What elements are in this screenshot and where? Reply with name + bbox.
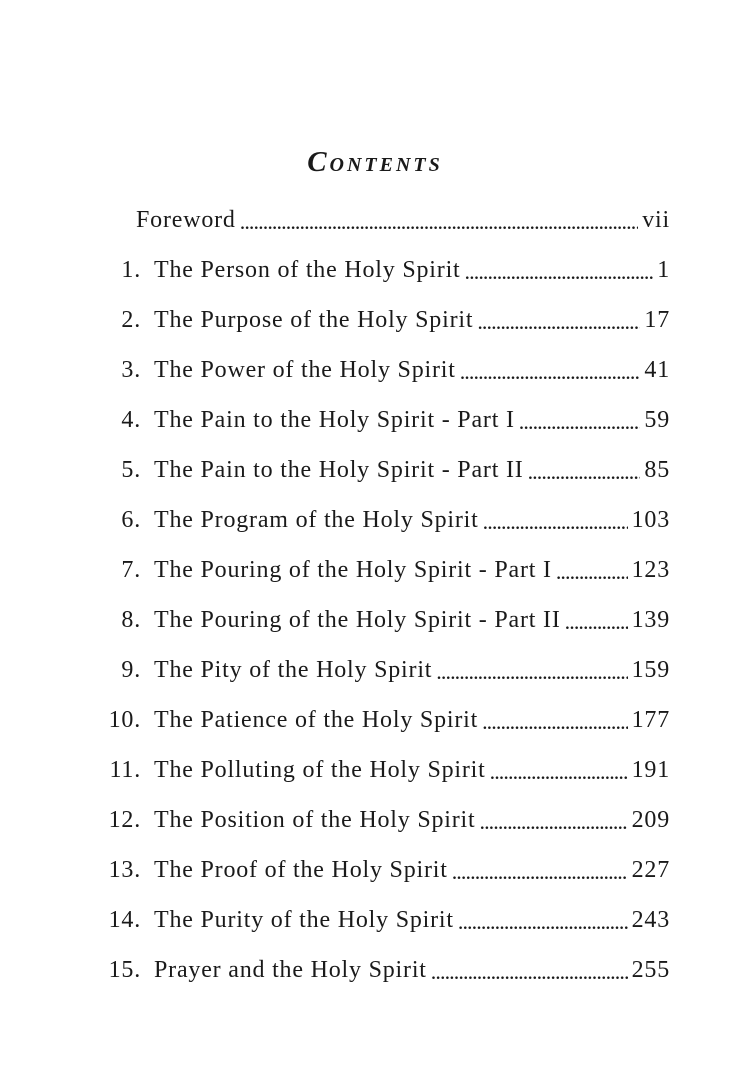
chapter-title: The Purity of the Holy Spirit	[154, 906, 454, 933]
dot-leader	[436, 660, 627, 684]
dot-leader	[460, 360, 641, 384]
toc-page-number: 159	[631, 656, 670, 683]
toc-page-number: 243	[631, 906, 670, 933]
toc-page-number: vii	[642, 206, 670, 233]
toc-page-number: 1	[657, 256, 670, 283]
toc-page-number: 255	[631, 956, 670, 983]
chapter-title: The Position of the Holy Spirit	[154, 806, 476, 833]
chapter-number: 8.	[121, 606, 141, 633]
chapter-title: The Pouring of the Holy Spirit - Part II	[154, 606, 561, 633]
toc-entry[interactable]	[0, 495, 750, 545]
chapter-number: 4.	[121, 406, 141, 433]
chapter-title: Prayer and the Holy Spirit	[154, 956, 427, 983]
dot-leader	[519, 410, 641, 434]
toc-page-number: 41	[644, 356, 670, 383]
dot-leader	[565, 610, 628, 634]
chapter-number: 5.	[121, 456, 141, 483]
chapter-number: 14.	[108, 906, 141, 933]
chapter-title: The Program of the Holy Spirit	[154, 506, 479, 533]
table-of-contents	[0, 195, 750, 995]
toc-entry-title: Foreword	[136, 206, 236, 233]
dot-leader	[528, 460, 641, 484]
dot-leader	[556, 560, 628, 584]
toc-entry[interactable]	[0, 295, 750, 345]
toc-page-number: 103	[631, 506, 670, 533]
chapter-number: 11.	[109, 756, 141, 783]
toc-entry[interactable]	[0, 795, 750, 845]
toc-page-number: 17	[644, 306, 670, 333]
dot-leader	[240, 210, 639, 234]
toc-page-number: 177	[631, 706, 670, 733]
toc-entry[interactable]	[0, 845, 750, 895]
dot-leader	[490, 760, 628, 784]
chapter-number: 10.	[108, 706, 141, 733]
toc-entry[interactable]	[0, 445, 750, 495]
dot-leader	[482, 710, 628, 734]
dot-leader	[458, 910, 628, 934]
chapter-title: The Pouring of the Holy Spirit - Part I	[154, 556, 552, 583]
chapter-title: The Proof of the Holy Spirit	[154, 856, 448, 883]
chapter-number: 7.	[121, 556, 141, 583]
chapter-title: The Pain to the Holy Spirit - Part II	[154, 456, 524, 483]
chapter-title: The Power of the Holy Spirit	[154, 356, 456, 383]
toc-entry-foreword[interactable]	[0, 195, 750, 245]
toc-entry[interactable]	[0, 645, 750, 695]
chapter-title: The Person of the Holy Spirit	[154, 256, 461, 283]
chapter-title: The Patience of the Holy Spirit	[154, 706, 479, 733]
dot-leader	[479, 810, 627, 834]
toc-entry[interactable]	[0, 945, 750, 995]
toc-page-number: 227	[631, 856, 670, 883]
toc-page-number: 209	[631, 806, 670, 833]
dot-leader	[452, 860, 628, 884]
chapter-number: 15.	[108, 956, 141, 983]
chapter-title: The Pain to the Holy Spirit - Part I	[154, 406, 515, 433]
toc-page-number: 59	[644, 406, 670, 433]
toc-page-number: 139	[631, 606, 670, 633]
toc-entry[interactable]	[0, 745, 750, 795]
toc-entry[interactable]	[0, 545, 750, 595]
toc-entry[interactable]	[0, 595, 750, 645]
chapter-number: 6.	[121, 506, 141, 533]
toc-page-number: 191	[631, 756, 670, 783]
chapter-number: 1.	[121, 256, 141, 283]
chapter-title: The Polluting of the Holy Spirit	[154, 756, 486, 783]
chapter-title: The Purpose of the Holy Spirit	[154, 306, 474, 333]
toc-entry[interactable]	[0, 245, 750, 295]
page-title: Contents	[307, 146, 443, 178]
toc-page-number: 85	[644, 456, 670, 483]
dot-leader	[483, 510, 628, 534]
toc-entry[interactable]	[0, 345, 750, 395]
chapter-number: 3.	[121, 356, 141, 383]
toc-entry[interactable]	[0, 395, 750, 445]
chapter-number: 13.	[108, 856, 141, 883]
toc-entry[interactable]	[0, 895, 750, 945]
chapter-number: 2.	[121, 306, 141, 333]
chapter-number: 9.	[121, 656, 141, 683]
chapter-number: 12.	[108, 806, 141, 833]
dot-leader	[431, 960, 628, 984]
toc-page-number: 123	[631, 556, 670, 583]
toc-entry[interactable]	[0, 695, 750, 745]
dot-leader	[477, 310, 640, 334]
dot-leader	[465, 260, 654, 284]
chapter-title: The Pity of the Holy Spirit	[154, 656, 433, 683]
